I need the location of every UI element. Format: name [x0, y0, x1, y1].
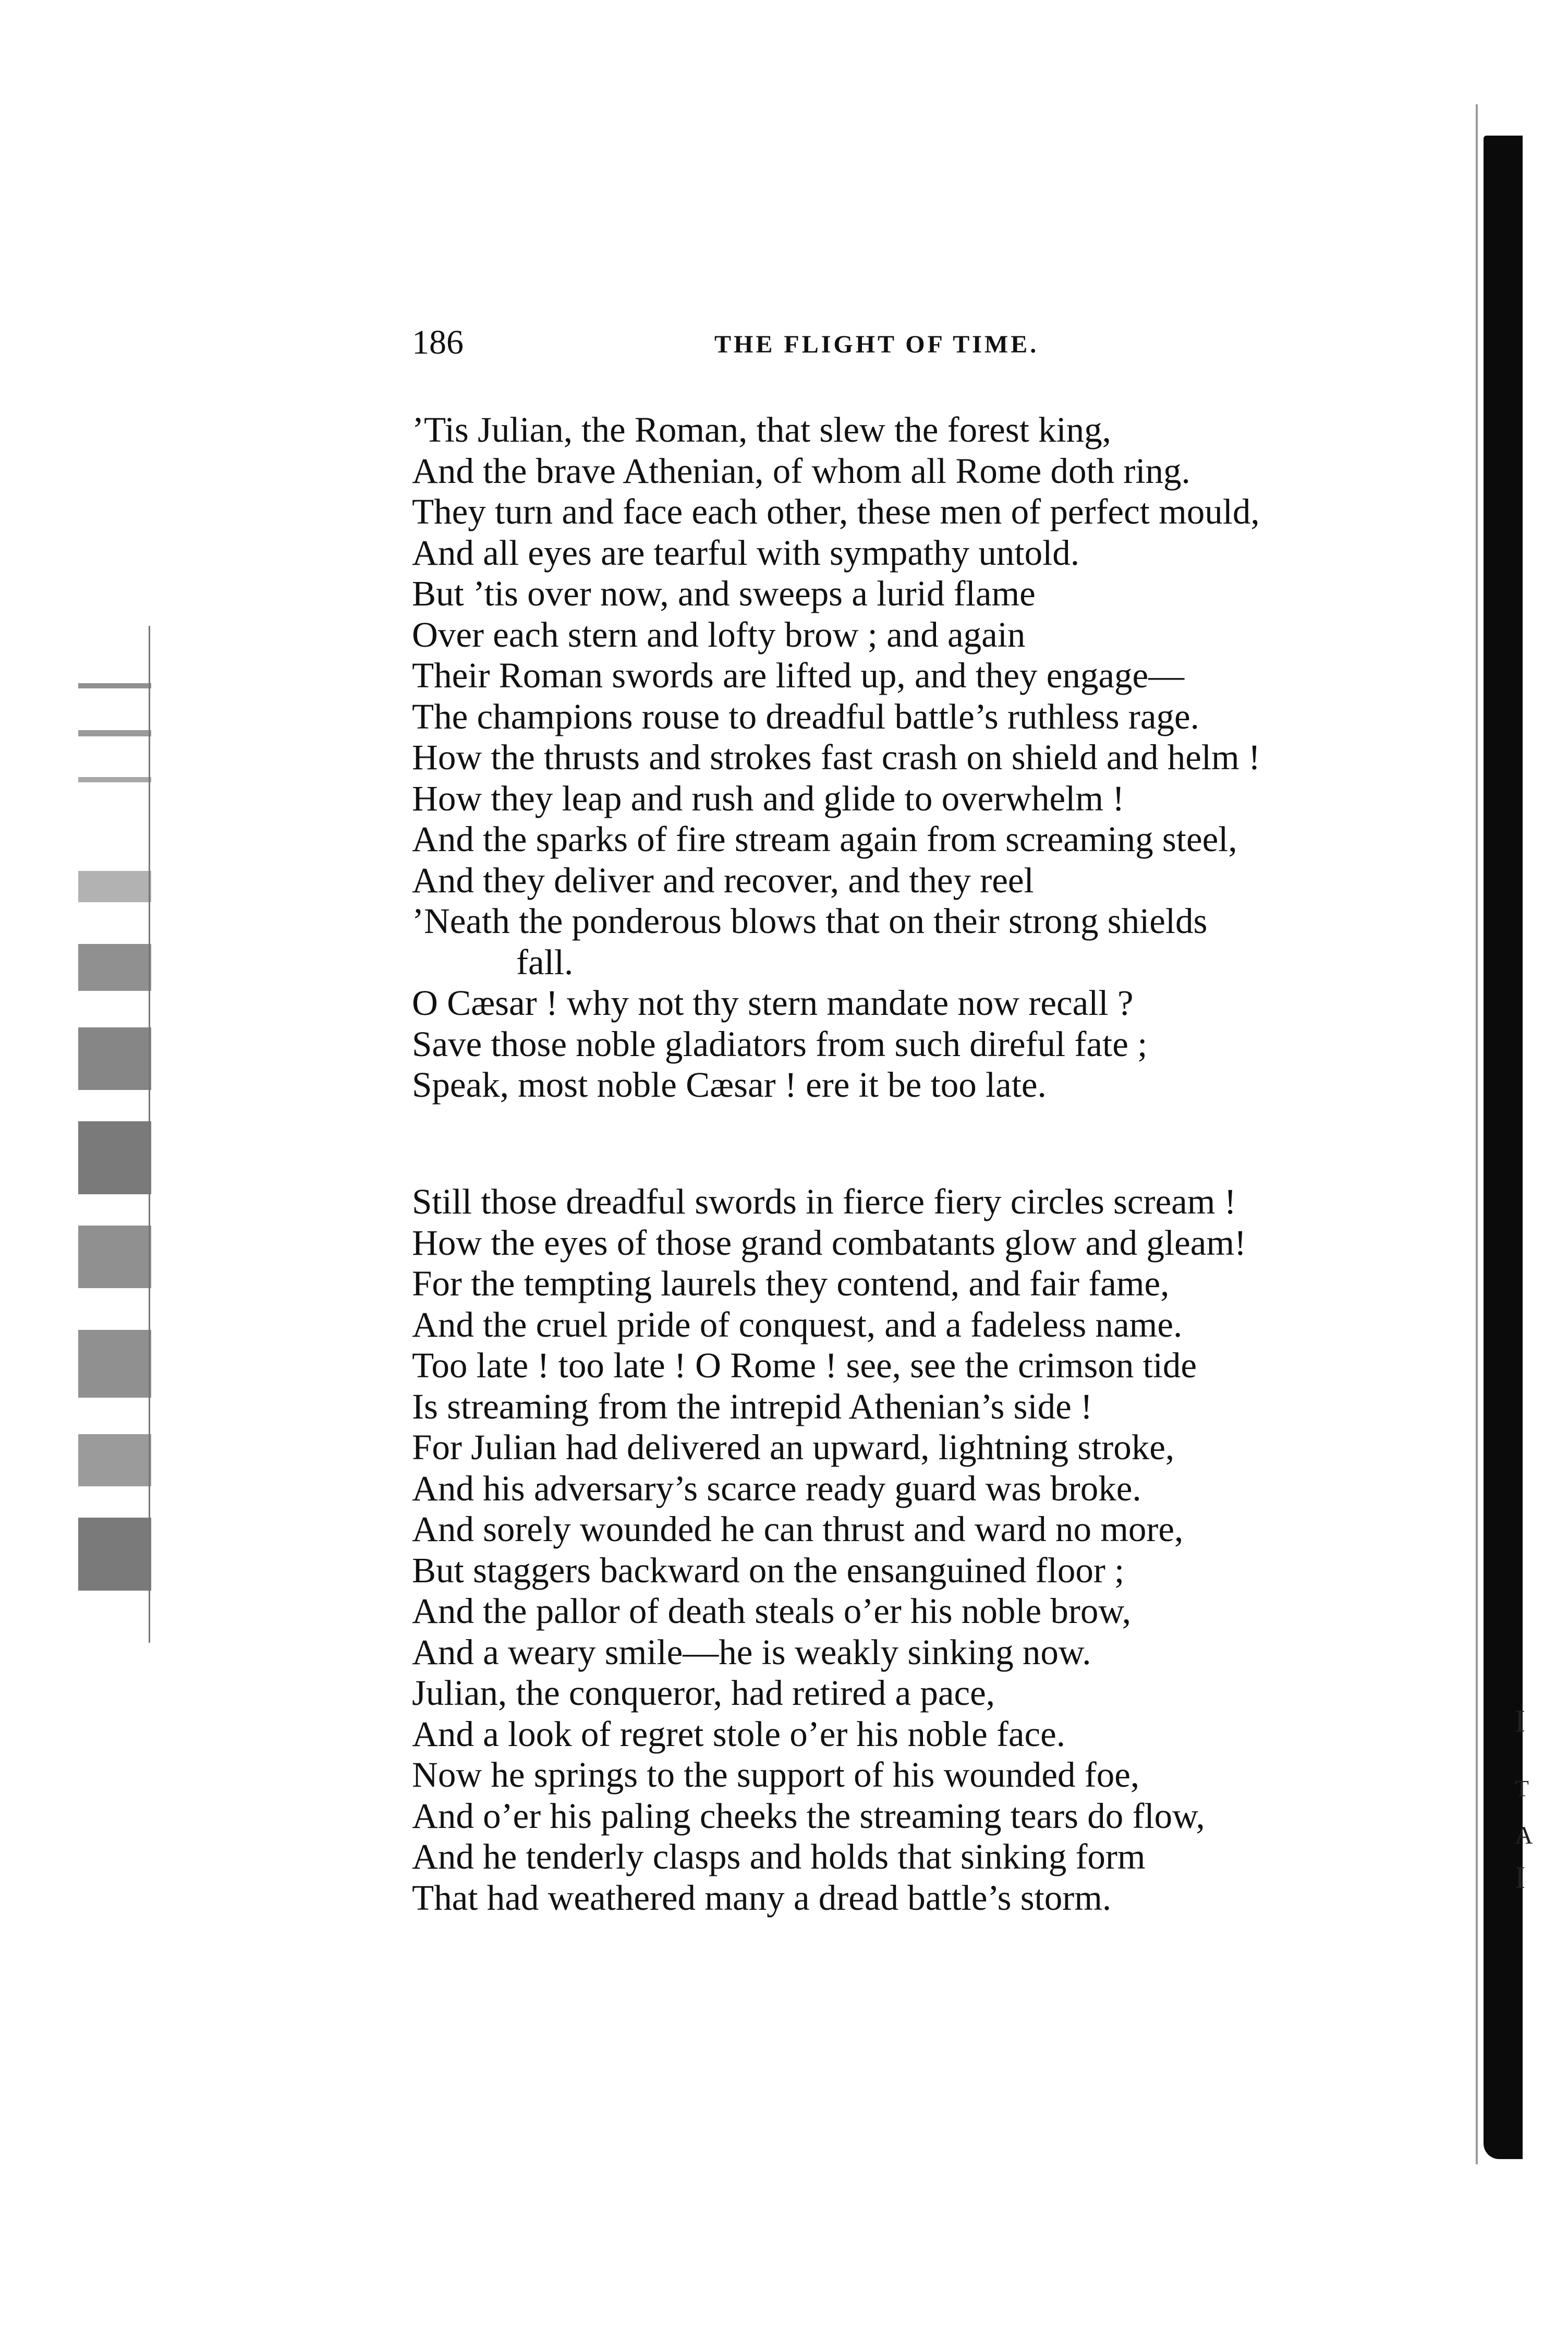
verse-line: And his adversary’s scarce ready guard was broke. — [412, 1468, 1141, 1508]
gutter-bleed-through — [78, 652, 183, 1643]
gutter-rule — [149, 626, 150, 1643]
margin-fragment: T — [1515, 1776, 1529, 1801]
verse-line: How the eyes of those grand combatants glow and gleam! — [412, 1222, 1246, 1263]
bleed-mark — [78, 871, 151, 902]
stanza-2 — [412, 1181, 1476, 1918]
running-title: THE FLIGHT OF TIME. — [714, 331, 1039, 358]
verse-line: And the pallor of death steals o’er his noble brow, — [412, 1591, 1131, 1631]
verse-line: That had weathered many a dread battle’s storm. — [412, 1877, 1112, 1918]
bleed-mark — [78, 944, 151, 991]
verse-line: Is streaming from the intrepid Athenian’s side ! — [412, 1386, 1092, 1426]
verse-line: The champions rouse to dreadful battle’s ruthless rage. — [412, 696, 1199, 736]
verse-line: Still those dreadful swords in fierce fiery circles scream ! — [412, 1182, 1236, 1221]
verse-line: Julian, the conqueror, had retired a pace, — [412, 1673, 995, 1713]
margin-fragment: A — [1515, 1822, 1533, 1849]
verse-line: Now he springs to the support of his wounded foe, — [412, 1755, 1140, 1795]
verse-line: And sorely wounded he can thrust and ward no more, — [412, 1509, 1184, 1549]
bleed-mark — [78, 1226, 151, 1288]
verse-line: And the sparks of fire stream again from screaming steel, — [412, 819, 1237, 859]
page-number: 186 — [412, 323, 464, 361]
bleed-mark — [78, 777, 151, 782]
bleed-mark — [78, 1434, 151, 1486]
bleed-mark — [78, 1121, 151, 1194]
verse-line: And all eyes are tearful with sympathy untold. — [412, 532, 1080, 573]
verse-line: And he tenderly clasps and holds that sinking form — [412, 1837, 1146, 1876]
verse-line: Too late ! too late ! O Rome ! see, see the crimson tide — [412, 1346, 1197, 1385]
verse-line: How the thrusts and strokes fast crash on shield and helm ! — [412, 737, 1260, 777]
verse-line: Their Roman swords are lifted up, and they engage— — [412, 656, 1185, 695]
verse-line: And they deliver and recover, and they reel — [412, 860, 1034, 900]
verse-line: ’Neath the ponderous blows that on their strong shields — [412, 901, 1208, 941]
margin-fragment: I — [1515, 1860, 1525, 1895]
verse-line: But staggers backward on the ensanguined floor ; — [412, 1550, 1125, 1590]
verse-line: And a look of regret stole o’er his noble face. — [412, 1714, 1066, 1754]
bleed-mark — [78, 683, 151, 688]
binding-edge — [1476, 104, 1478, 2164]
verse-line: ’Tis Julian, the Roman, that slew the forest king, — [412, 410, 1111, 450]
verse-line: And the brave Athenian, of whom all Rome doth ring. — [412, 451, 1190, 491]
verse-line: They turn and face each other, these men of perfect mould, — [412, 492, 1260, 531]
verse-line: And o’er his paling cheeks the streaming tears do flow, — [412, 1796, 1205, 1836]
verse-line-continuation: fall. — [516, 942, 574, 982]
verse-line: And a weary smile—he is weakly sinking now. — [412, 1632, 1091, 1672]
bleed-mark — [78, 730, 151, 736]
next-page-fragments — [1515, 1591, 1546, 1904]
page-header — [412, 319, 1246, 366]
verse-line: How they leap and rush and glide to overwhelm ! — [412, 778, 1125, 818]
verse-line: Save those noble gladiators from such direful fate ; — [412, 1024, 1148, 1064]
verse-line: For the tempting laurels they contend, and fair fame, — [412, 1264, 1170, 1303]
bleed-mark — [78, 1330, 151, 1398]
bleed-mark — [78, 1027, 151, 1090]
verse-line: But ’tis over now, and sweeps a lurid flame — [412, 574, 1036, 613]
margin-fragment: I — [1515, 1704, 1525, 1738]
stanza-1 — [412, 409, 1476, 1106]
verse-line: O Cæsar ! why not thy stern mandate now recall ? — [412, 983, 1134, 1023]
verse-line: Over each stern and lofty brow ; and again — [412, 614, 1026, 655]
verse-line: Speak, most noble Cæsar ! ere it be too late. — [412, 1065, 1047, 1105]
bleed-mark — [78, 1518, 151, 1591]
verse-line: For Julian had delivered an upward, lightning stroke, — [412, 1427, 1175, 1467]
verse-line: And the cruel pride of conquest, and a fadeless name. — [412, 1304, 1183, 1344]
